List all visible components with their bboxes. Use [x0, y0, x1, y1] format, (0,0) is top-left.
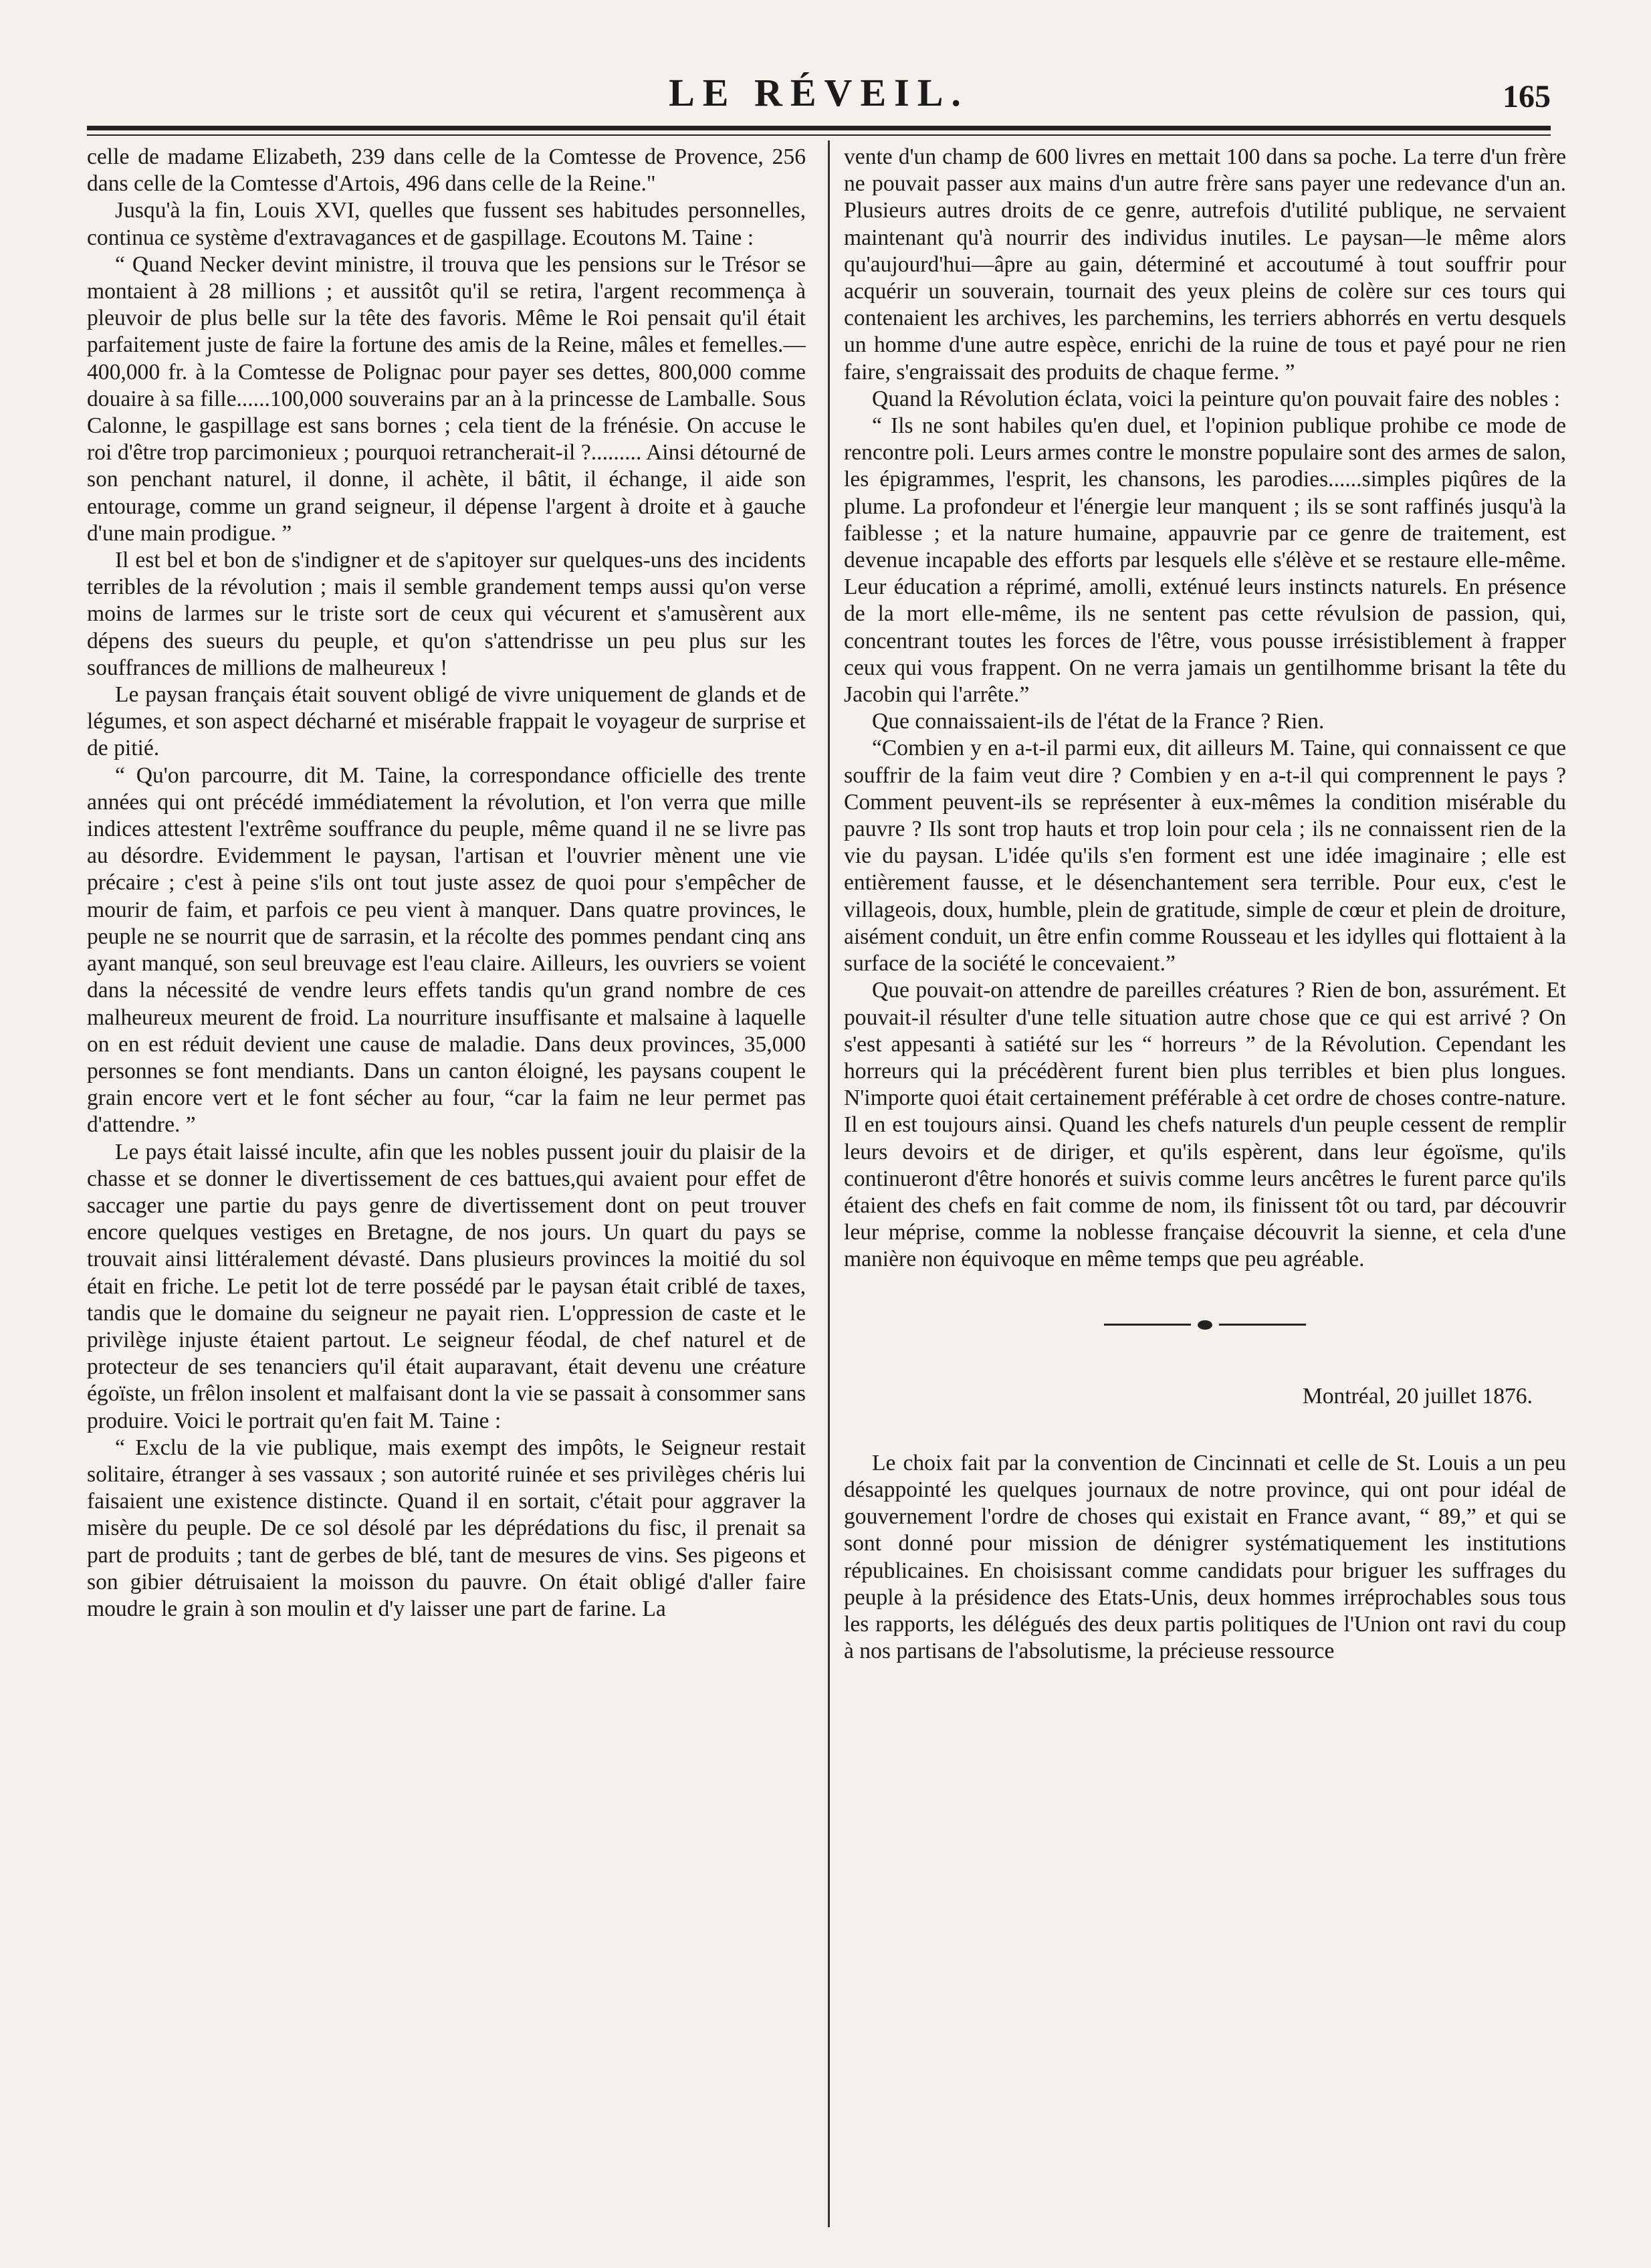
quote-paragraph: “ Quand Necker devint ministre, il trouva que les pensions sur le Trésor se montaient à 28 millions ; et aussitôt qu'il se retira, l'argent recommença à pleuvoir de plus belle sur la tête des favoris. Même le Roi pensait qu'il était parfaitement juste de faire la fortune des amis de la Reine, mâles et femelles.—400,000 fr. à la Comtesse de Polignac pour payer ses dettes, 800,000 comme douaire à sa fille......100,000 souverains par an à la princesse de Lamballe. Sous Calonne, le gaspillage est sans bornes ; cela tient de la frénésie. On accuse le roi d'être trop parcimonieux ; pourquoi retrancherait-il ?......... Ainsi détourné de son penchant naturel, il donne, il achète, il bâtit, il échange, il aide son entourage, comme un grand seigneur, il dépense l'argent à droite et à gauche d'une main prodigue. ” — [87, 251, 806, 546]
page-number: 165 — [1503, 79, 1551, 114]
header-rule-thick — [87, 126, 1551, 130]
paragraph: Le paysan français était souvent obligé de vivre uniquement de glands et de légumes, et son aspect décharné et misérable frappait le voyageur de surprise et de pitié. — [87, 682, 806, 761]
paragraph: celle de madame Elizabeth, 239 dans celle de la Comtesse de Provence, 256 dans celle de la Comtesse d'Artois, 496 dans celle de la Reine." — [87, 144, 806, 197]
paragraph: Il est bel et bon de s'indigner et de s'apitoyer sur quelques-uns des incidents terribles de la révolution ; mais il semble grandement temps aussi qu'on verse moins de larmes sur le triste sort de ceux qui vécurent et s'amusèrent aux dépens des sueurs du peuple, et qu'on s'attendrisse un peu plus sur les souffrances de millions de malheureux ! — [87, 548, 806, 680]
newspaper-title: LE RÉVEIL. — [669, 71, 969, 114]
ornament-bar-right — [1219, 1324, 1306, 1326]
paragraph: Que connaissaient-ils de l'état de la France ? Rien. — [872, 709, 1325, 734]
quote-paragraph: “ Exclu de la vie publique, mais exempt des impôts, le Seigneur restait solitaire, étranger à ses vassaux ; son autorité ruinée et ses privilèges chéris lui faisaient une existence distincte. Quand il en sortait, c'était pour aggraver la misère du peuple. De ce sol désolé par les déprédations du fisc, il prenait sa part de produits ; tant de gerbes de blé, tant de mesures de vins. Ses pigeons et son gibier détruisaient la moisson du pauvre. On était obligé d'aller faire moudre le grain à son moulin et d'y laisser une part de farine. La — [87, 1435, 806, 1621]
right-column — [844, 144, 1566, 1665]
quote-paragraph: “ Qu'on parcourre, dit M. Taine, la correspondance officielle des trente années qui ont précédé immédiatement la révolution, et l'on verra que mille indices attestent l'extrême souffrance du peuple, même quand il ne se livre pas au désordre. Evidemment le paysan, l'artisan et l'ouvrier mènent une vie précaire ; c'est à peine s'ils ont tout juste assez de quoi pour s'empêcher de mourir de faim, et parfois ce peu vient à manquer. Dans quatre provinces, le peuple ne se nourrit que de sarrasin, et la récolte des pommes pendant cinq ans ayant manqué, son seul breuvage est l'eau claire. Ailleurs, les ouvriers se voient dans la nécessité de vendre leurs effets tandis qu'un grand nombre de ces malheureux meurent de froid. La nourriture insuffisante et malsaine à laquelle on en est réduit devient une cause de maladie. Dans deux provinces, 35,000 personnes se font mendiants. Dans un canton éloigné, les paysans coupent le grain encore vert et le font sécher au four, “car la faim ne leur permet pas d'attendre. ” — [87, 762, 806, 1138]
paragraph: Que pouvait-on attendre de pareilles créatures ? Rien de bon, assurément. Et pouvait-il résulter d'une telle situation autre chose que ce qui est arrivé ? On s'est appesanti à satiété sur les “ horreurs ” de la Révolution. Cependant les horreurs qui la précédèrent furent bien plus terribles et bien plus longues. N'importe quoi était certainement préférable à cet ordre de choses contre-nature. Il en est toujours ainsi. Quand les chefs naturels d'un peuple cessent de remplir leurs devoirs et de diriger, et qu'ils espèrent, dans leur égoïsme, qu'ils continueront d'être honorés et suivis comme leurs ancêtres le furent parce qu'ils étaient des chefs en fait comme de nom, ils finissent tôt ou tard, par découvrir leur méprise, comme la noblesse française découvrit la sienne, et cela d'une manière non équivoque en même temps que peu agréable. — [844, 978, 1566, 1272]
quote-paragraph: “ Ils ne sont habiles qu'en duel, et l'opinion publique prohibe ce mode de rencontre poli. Leurs armes contre le monstre populaire sont des armes de salon, les épigrammes, l'esprit, les chansons, les parodies......simples piqûres de la plume. La profondeur et l'énergie leur manquent ; ils se sont raffinés jusqu'à la faiblesse ; et la nature humaine, appauvrie par ce genre de traitement, est devenue incapable des efforts par lesquels elle s'élève et se restaure elle-même. Leur éducation a réprimé, amolli, exténué leurs instincts naturels. En présence de la mort elle-même, ils ne sentent pas cette révulsion de passion, qui, concentrant toutes les forces de l'être, vous pousse irrésistiblement à frapper ceux qui vous frappent. On ne verra jamais un gentilhomme brisant la tête du Jacobin qui l'arrête.” — [844, 413, 1566, 708]
quote-paragraph: “Combien y en a-t-il parmi eux, dit ailleurs M. Taine, qui connaissent ce que souffrir de la faim veut dire ? Combien y en a-t-il qui comprennent le pays ? Comment peuvent-ils se représenter à eux-mêmes la condition misérable du pauvre ? Ils sont trop hauts et trop loin pour cela ; ils ne connaissent rien de la vie du paysan. L'idée qu'ils s'en forment est une idée imaginaire ; elle est entièrement fausse, et le désenchantement sera terrible. Pour eux, c'est le villageois, doux, humble, plein de gratitude, simple de cœur et plein de droiture, aisément conduit, un être enfin comme Rousseau et les idylles qui flottaient à la surface de la société le concevaient.” — [844, 736, 1566, 976]
left-column — [87, 144, 806, 1623]
dateline: Montréal, 20 juillet 1876. — [1302, 1383, 1533, 1409]
paragraph: Le choix fait par la convention de Cincinnati et celle de St. Louis a un peu désappointé les quelques journaux de notre province, qui ont pour idéal de gouvernement l'ordre de choses qui existait en France avant, “ 89,” et qui se sont donné pour mission de dénigrer systématiquement les institutions républicaines. En choisissant comme candidats pour briguer les suffrages du peuple à la présidence des Etats-Unis, deux hommes irréprochables sous tous les rapports, les délégués des deux partis politiques de l'Union ont ravi du coup à nos partisans de l'absolutisme, la précieuse ressource — [844, 1450, 1566, 1664]
ornament-center — [1198, 1320, 1212, 1330]
header-rule-thin — [87, 134, 1551, 136]
paragraph: Le pays était laissé inculte, afin que les nobles pussent jouir du plaisir de la chasse et se donner le divertissement de ces battues,qui avaient pour effet de saccager une partie du pays genre de divertissement dont on peut trouver encore quelques vestiges en Bretagne, de nos jours. Un quart du pays se trouvait ainsi littéralement dévasté. Dans plusieurs provinces la moitié du sol était en friche. Le petit lot de terre possédé par le paysan était criblé de taxes, tandis que le domaine du seigneur ne payait rien. L'oppression de caste et le privilège injuste étaient partout. Le seigneur féodal, de chef naturel et de protecteur de ses tenanciers qu'il était auparavant, était devenu une créature égoïste, un frêlon insolent et malfaisant dont la vie se passait à consommer sans produire. Voici le portrait qu'en fait M. Taine : — [87, 1139, 806, 1433]
paragraph: Quand la Révolution éclata, voici la peinture qu'on pouvait faire des nobles : — [872, 386, 1560, 411]
column-divider — [828, 140, 830, 2227]
paragraph: Jusqu'à la fin, Louis XVI, quelles que fussent ses habitudes personnelles, continua ce système d'extravagances et de gaspillage. Ecoutons M. Taine : — [87, 198, 806, 250]
section-ornament — [844, 1320, 1566, 1330]
paragraph: vente d'un champ de 600 livres en mettait 100 dans sa poche. La terre d'un frère ne pouvait passer aux mains d'un autre frère sans payer une redevance d'un an. Plusieurs autres droits de ce genre, autrefois d'utilité publique, ne servaient maintenant qu'à nourrir des individus inutiles. Le paysan—le même alors qu'aujourd'hui—âpre au gain, déterminé et accoutumé à tout souffrir pour acquérir un souverain, tournait des yeux pleins de colère sur ces tours qui contenaient les archives, les parchemins, les terriers abhorrés en vertu desquels un homme d'une autre espèce, enrichi de la ruine de tous et payé pour ne rien faire, s'engraissait des produits de chaque ferme. ” — [844, 144, 1566, 385]
ornament-bar-left — [1104, 1324, 1191, 1326]
